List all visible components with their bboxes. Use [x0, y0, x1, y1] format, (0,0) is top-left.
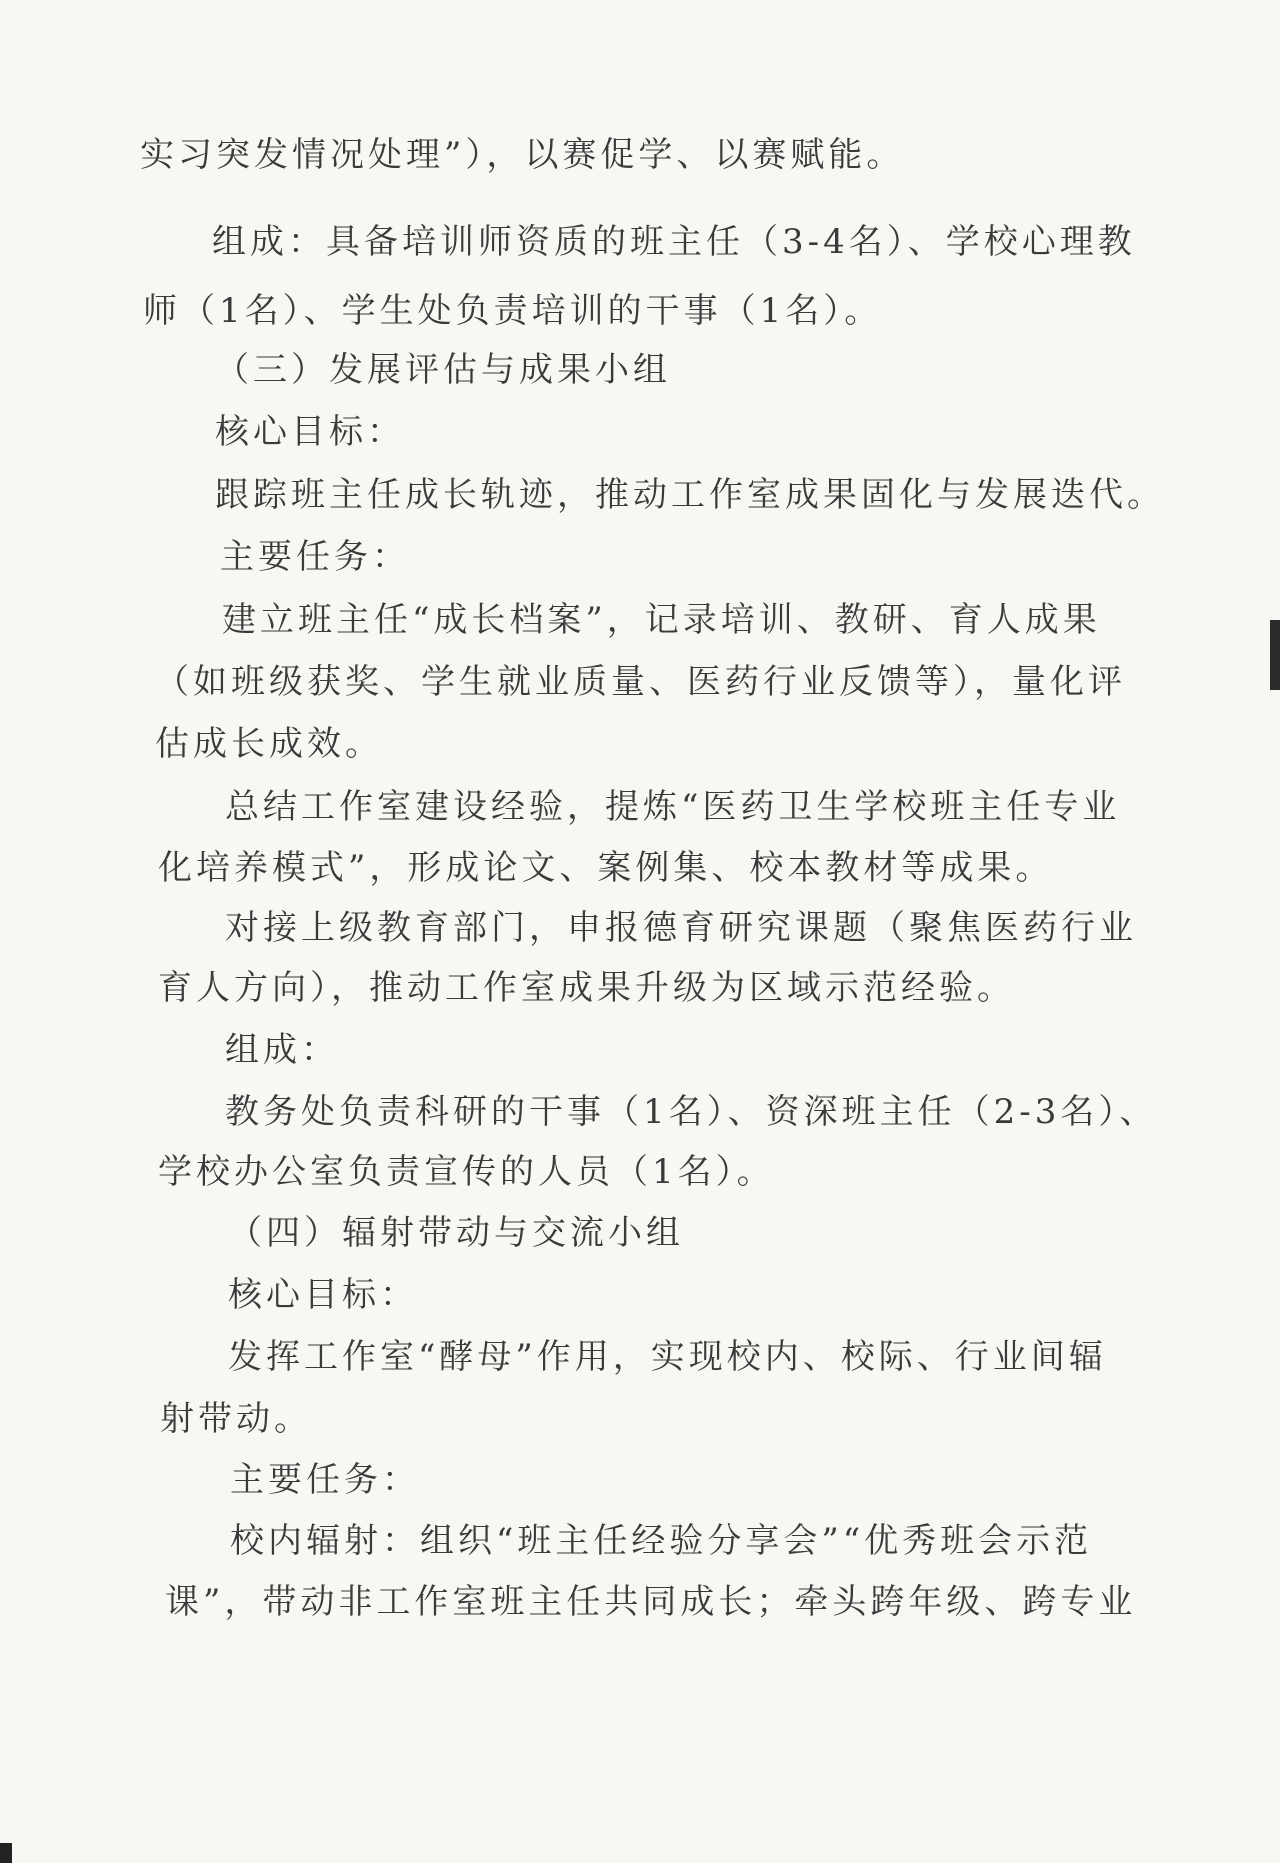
section-heading: （三）发展评估与成果小组 — [215, 350, 671, 390]
text-line: 总结工作室建设经验，提炼“医药卫生学校班主任专业 — [225, 787, 1121, 827]
text-line: 对接上级教育部门，申报德育研究课题（聚焦医药行业 — [225, 908, 1137, 948]
text-line: （如班级获奖、学生就业质量、医药行业反馈等），量化评 — [155, 662, 1126, 702]
section-heading: （四）辐射带动与交流小组 — [228, 1213, 684, 1253]
text-line: 化培养模式”，形成论文、案例集、校本教材等成果。 — [158, 848, 1054, 888]
text-line: 建立班主任“成长档案”，记录培训、教研、育人成果 — [222, 600, 1101, 640]
scan-edge-shadow — [1270, 620, 1280, 690]
subheading: 主要任务： — [220, 537, 410, 577]
text-line: 教务处负责科研的干事（1名）、资深班主任（2-3名）、 — [225, 1092, 1158, 1132]
subheading: 组成： — [225, 1030, 339, 1070]
text-line: 校内辐射：组织“班主任经验分享会”“优秀班会示范 — [230, 1521, 1093, 1561]
subheading: 主要任务： — [230, 1460, 420, 1500]
text-line: 师（1名）、学生处负责培训的干事（1名）。 — [143, 291, 883, 331]
text-line: 发挥工作室“酵母”作用，实现校内、校际、行业间辐 — [228, 1337, 1107, 1377]
text-line: 估成长成效。 — [155, 724, 383, 764]
text-line: 实习突发情况处理”），以赛促学、以赛赋能。 — [140, 135, 905, 175]
text-line: 课”，带动非工作室班主任共同成长；牵头跨年级、跨专业 — [165, 1582, 1137, 1622]
subheading: 核心目标： — [228, 1275, 418, 1315]
text-line: 学校办公室负责宣传的人员（1名）。 — [158, 1152, 775, 1192]
text-line: 射带动。 — [160, 1399, 312, 1439]
text-line: 组成：具备培训师资质的班主任（3-4名）、学校心理教 — [212, 222, 1136, 262]
text-line: 育人方向），推动工作室成果升级为区域示范经验。 — [158, 968, 1015, 1008]
scan-corner-mark — [0, 1843, 12, 1863]
text-line: 跟踪班主任成长轨迹，推动工作室成果固化与发展迭代。 — [215, 475, 1165, 515]
subheading: 核心目标： — [215, 412, 405, 452]
